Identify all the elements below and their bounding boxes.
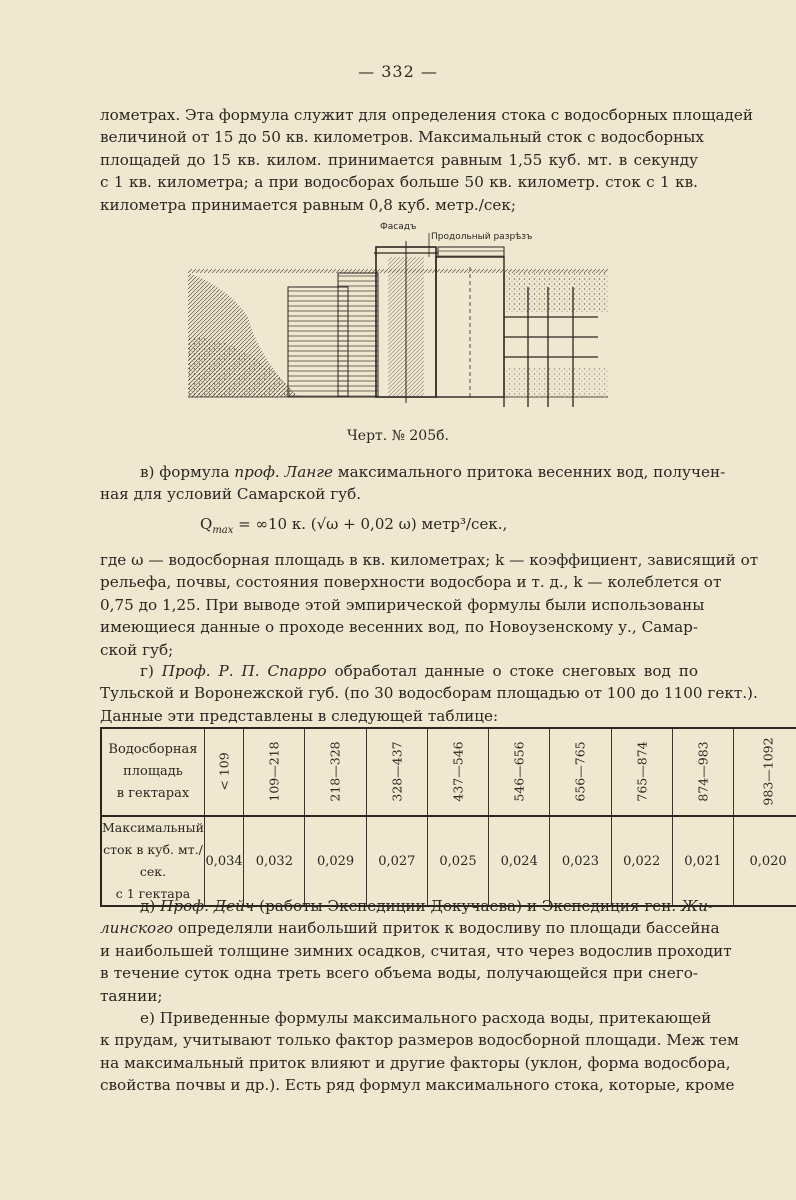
author-deich: Проф. Дейч — [160, 897, 255, 915]
range-label: 765—874 — [634, 741, 650, 802]
table-header-row — [101, 728, 796, 816]
range-cell — [672, 728, 733, 816]
text-line: площадей до 15 кв. килом. принимается равным 1,55 куб. мт. в секунду — [100, 150, 698, 169]
item-prefix: д) — [140, 897, 161, 915]
formula-body: = ∞10 к. (√ω + 0,02 ω) метр³/сек., — [233, 515, 508, 533]
text-line: ная для условий Самарской губ. — [100, 485, 362, 504]
text-line: таянии; — [100, 986, 163, 1005]
row-label-line: сток в куб. мт./сек. — [103, 842, 203, 879]
text-line: свойства почвы и др.). Есть ряд формул максимального стока, которые, кроме — [100, 1076, 735, 1095]
page-number: — 332 — — [358, 62, 438, 81]
range-cell — [427, 728, 488, 816]
item-prefix: г) — [140, 662, 162, 680]
range-label: 218—328 — [328, 741, 344, 802]
row-label-line: с 1 гектара — [115, 886, 191, 901]
text-line: километра принимается равным 0,8 куб. метр./сек; — [100, 195, 516, 214]
paragraph-v — [100, 461, 726, 506]
text-line: на максимальный приток влияют и другие факторы (уклон, форма водосбора, — [100, 1053, 731, 1072]
paragraph-where — [100, 549, 759, 661]
label-section: Продольный разрѣзъ — [431, 232, 533, 242]
text-line — [100, 660, 698, 682]
range-cell — [611, 728, 672, 816]
author-lange: проф. Ланге — [234, 463, 333, 481]
range-cell — [734, 728, 796, 816]
value-cell: 0,029 — [305, 816, 366, 906]
range-label: 328—437 — [389, 741, 405, 802]
text-line: 0,75 до 1,25. При выводе этой эмпирической формулы были использованы — [100, 595, 705, 614]
runoff-table — [100, 727, 796, 907]
lange-formula — [200, 515, 507, 536]
range-cell — [305, 728, 366, 816]
text-line: ской губ; — [100, 640, 174, 659]
text-line — [100, 461, 726, 483]
range-label: 546—656 — [511, 741, 527, 802]
value-cell: 0,025 — [427, 816, 488, 906]
range-cell — [204, 728, 243, 816]
text-line: лометрах. Эта формула служит для определения стока с водосборных площадей — [100, 106, 753, 124]
text-line: Тульской и Воронежской губ. (по 30 водосборам площадью от 100 до 1100 гект.). — [100, 684, 758, 703]
text-line: где ω — водосборная площадь в кв. километрах; k — коэффициент, зависящий от — [100, 551, 759, 569]
label-facade: Фасадъ — [380, 222, 417, 232]
text-line: в течение суток одна треть всего объема воды, получающейся при снего- — [100, 964, 698, 983]
text-fragment: максимального притока весенних вод, получен- — [332, 463, 726, 481]
figure-caption: Черт. № 205б. — [346, 428, 449, 444]
range-label: 983—1092 — [760, 737, 776, 806]
author-zhilinsky-b: линского — [100, 919, 173, 938]
text-line — [100, 917, 720, 939]
text-fragment: определяли наибольший приток к водосливу по площади бассейна — [173, 919, 720, 938]
header-label-line: в гектарах — [116, 786, 190, 801]
value-cell: 0,022 — [611, 816, 672, 906]
range-cell — [489, 728, 550, 816]
range-cell — [244, 728, 305, 816]
item-prefix: в) формула — [140, 463, 235, 481]
value-cell: 0,023 — [550, 816, 611, 906]
range-cell — [550, 728, 611, 816]
text-line — [100, 895, 714, 917]
text-line: величиной от 15 до 50 кв. километров. Максимальный сток с водосборных — [100, 128, 704, 147]
range-label: 109—218 — [266, 741, 282, 802]
value-cell: 0,020 — [734, 816, 796, 906]
range-label: < 109 — [216, 752, 232, 791]
text-line: е) Приведенные формулы максимального расхода воды, притекающей — [140, 1009, 712, 1027]
text-fragment: (работы Экспедиции Докучаева) и Экспедиция ген. — [254, 897, 682, 915]
row-label-line: Максимальный — [102, 820, 204, 835]
text-fragment: обработал данные о стоке снеговых вод по — [326, 662, 698, 680]
table-value-row — [101, 816, 796, 906]
formula-q: Q — [200, 515, 213, 533]
value-cell: 0,032 — [244, 816, 305, 906]
formula-subscript: max — [212, 525, 234, 536]
header-label-cell — [101, 728, 204, 816]
row-label-cell — [101, 816, 204, 906]
range-label: 874—983 — [695, 741, 711, 802]
value-cell: 0,034 — [204, 816, 243, 906]
text-line: рельефа, почвы, состояния поверхности водосбора и т. д., k — колеблется от — [100, 573, 722, 592]
paragraph-g — [100, 660, 758, 727]
value-cell: 0,027 — [366, 816, 427, 906]
text-line: к прудам, учитывают только фактор размеров водосборной площади. Меж тем — [100, 1031, 739, 1050]
range-label: 656—765 — [572, 741, 588, 802]
text-line: имеющиеся данные о проходе весенних вод, по Новоузенскому у., Самар- — [100, 618, 698, 637]
header-label-line: площадь — [123, 764, 183, 779]
range-label: 437—546 — [450, 741, 466, 802]
value-cell: 0,021 — [672, 816, 733, 906]
header-label-line: Водосборная — [108, 742, 198, 757]
dam-drawing — [188, 217, 608, 417]
range-cell — [366, 728, 427, 816]
author-sparro: Проф. Р. П. Спарро — [161, 662, 327, 680]
paragraph-intro — [100, 104, 753, 216]
author-zhilinsky-a: Жи- — [681, 897, 714, 915]
text-line: Данные эти представлены в следующей таблице: — [100, 706, 499, 725]
text-line: с 1 кв. километра; а при водосборах больше 50 кв. километр. сток с 1 кв. — [100, 173, 698, 192]
value-cell: 0,024 — [489, 816, 550, 906]
text-line: и наибольшей толщине зимних осадков, считая, что через водослив проходит — [100, 941, 732, 960]
paragraph-d — [100, 895, 732, 1007]
paragraph-e — [100, 1007, 739, 1097]
